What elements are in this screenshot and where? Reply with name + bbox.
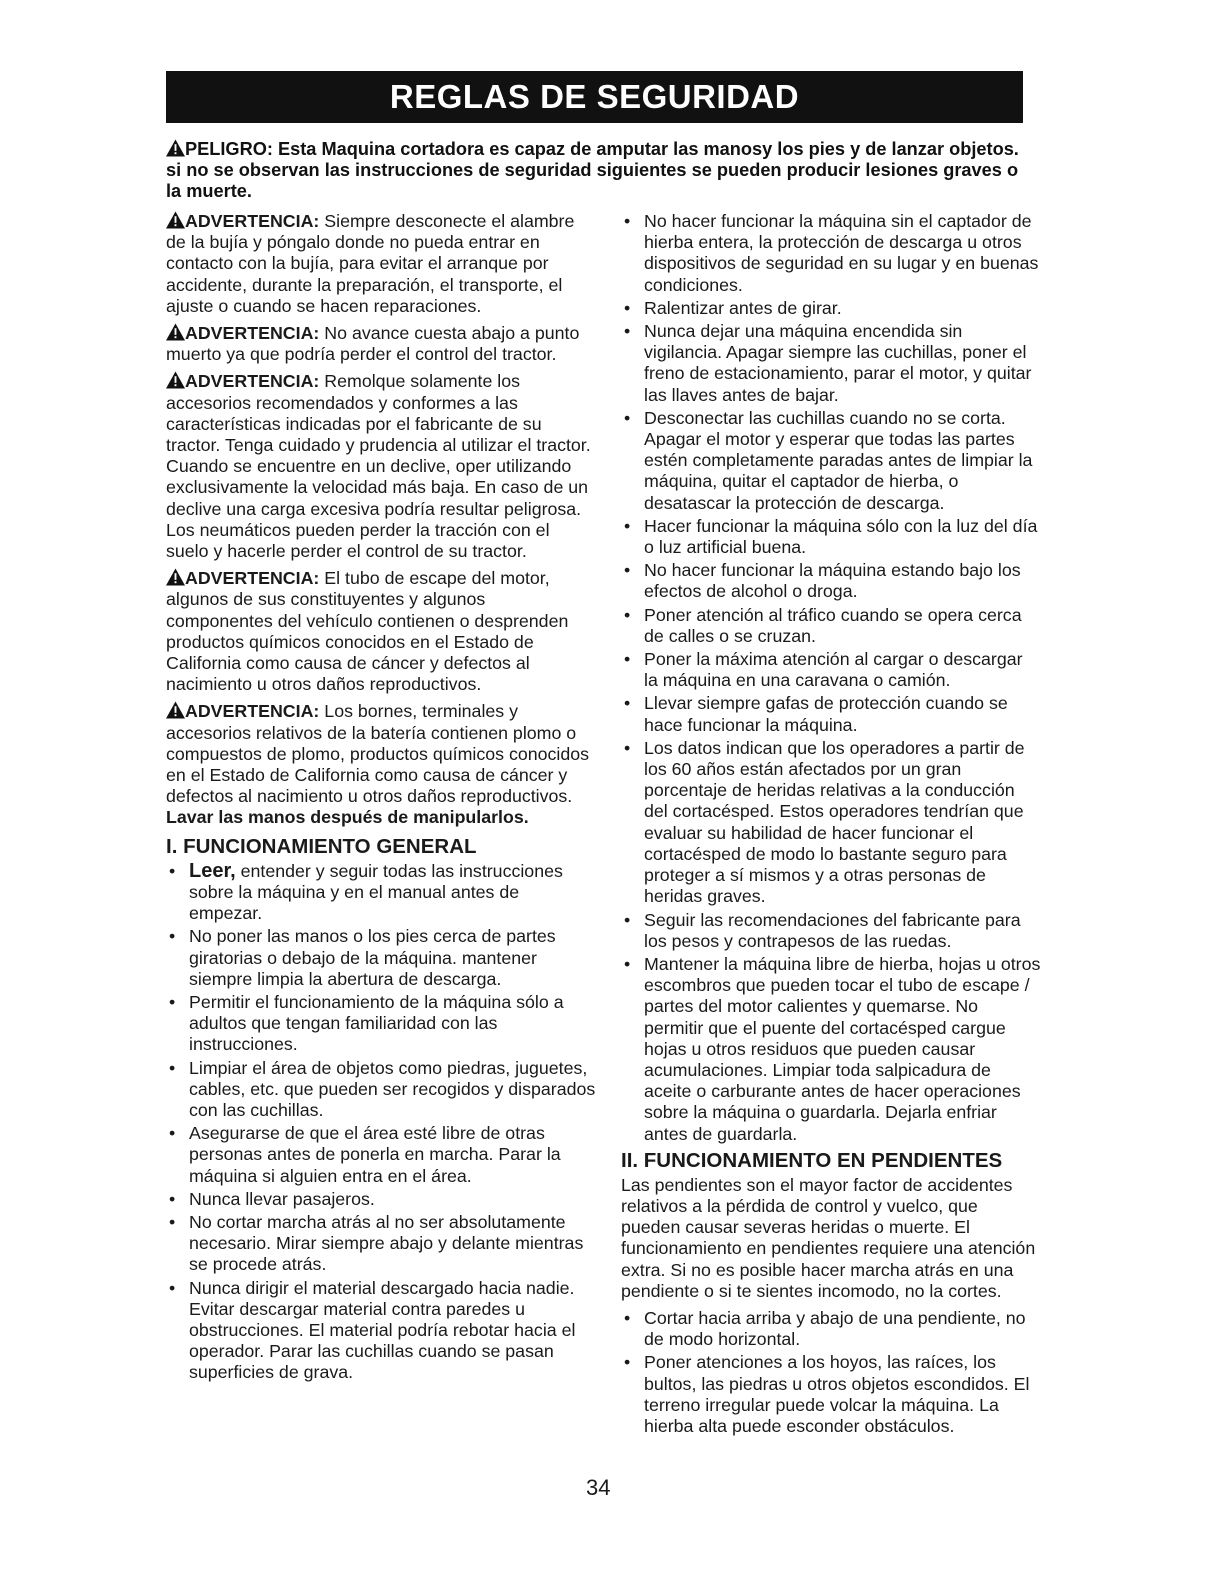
warning-label: ADVERTENCIA: bbox=[185, 371, 320, 392]
list-item: • Hacer funcionar la máquina sólo con la luz del día o luz artificial buena. bbox=[621, 516, 1041, 558]
list-item: • No cortar marcha atrás al no ser absolutamente necesario. Mirar siempre abajo y delante mientras se procede atrás. bbox=[166, 1212, 596, 1276]
warning-paragraph bbox=[166, 568, 596, 695]
section-intro: Las pendientes son el mayor factor de accidentes relativos a la pérdida de control y vuelco, que pueden causar severas heridas o muerte. El funcionamiento en pendientes requiere una atención extra. Si no es posible hacer marcha atrás en una pendiente o si te sientes incomodo, no la cortes. bbox=[621, 1174, 1036, 1301]
warning-text: Remolque solamente los accesorios recomendados y conformes a las características indicadas por el fabricante de su tractor. Tenga cuidado y prudencia al utilizar el tractor. Cuando se encuentre en un declive, oper utilizando exclusivamente la velocidad más baja. En caso de un declive una carga excesiva podría resultar peligrosa. Los neumáticos pueden perder la tracción con el suelo y hacerle perder el control de su tractor. bbox=[166, 371, 591, 562]
list-item: • Desconectar las cuchillas cuando no se corta. Apagar el motor y esperar que todas las partes estén completamente paradas antes de limpiar la máquina, quitar el captador de hierba, o desatascar la protección de descarga. bbox=[621, 408, 1041, 514]
warning-bold-tail: Lavar las manos después de manipularlos. bbox=[166, 807, 529, 828]
list-item: • Mantener la máquina libre de hierba, hojas u otros escombros que pueden tocar el tubo de escape / partes del motor calientes y quemarse. No permitir que el puente del cortacésped cargue hojas u otros residuos que pueden causar acumulaciones. Limpiar toda salpicadura de aceite o carburante antes de hacer operaciones sobre la máquina o guardarla. Dejarla enfriar antes de guardarla. bbox=[621, 954, 1041, 1145]
right-list bbox=[621, 211, 1041, 1145]
section1-list bbox=[166, 861, 596, 1384]
list-item: • Asegurarse de que el área esté libre de otras personas antes de ponerla en marcha. Parar la máquina si alguien entra en el área. bbox=[166, 1123, 596, 1187]
section2-list bbox=[621, 1308, 1041, 1437]
warning-paragraph bbox=[166, 323, 596, 365]
warning-paragraph bbox=[166, 701, 596, 828]
list-item: • Nunca llevar pasajeros. bbox=[166, 1189, 596, 1210]
warning-text: Los bornes, terminales y accesorios relativos de la batería contienen plomo o compuestos de plomo, productos químicos conocidos en el Estado de California como causa de cáncer y defectos al nacimiento u otros daños reproductivos. bbox=[166, 701, 590, 807]
warning-text: No avance cuesta abajo a punto muerto ya que podría perder el control del tractor. bbox=[166, 323, 580, 365]
page-title: REGLAS DE SEGURIDAD bbox=[166, 71, 1023, 123]
danger-notice bbox=[166, 139, 1036, 202]
warning-text: Siempre desconecte el alambre de la bujía y póngalo donde no pueda entrar en contacto con la bujía, para evitar el arranque por accidente, durante la preparación, el transporte, el ajuste o cuando se hacen reparaciones. bbox=[166, 211, 575, 316]
list-item: • Limpiar el área de objetos como piedras, juguetes, cables, etc. que pueden ser recogidos y disparados con las cuchillas. bbox=[166, 1058, 596, 1122]
list-item: • No hacer funcionar la máquina sin el captador de hierba entera, la protección de descarga u otros dispositivos de seguridad en su lugar y en buenas condiciones. bbox=[621, 211, 1041, 296]
warning-triangle-icon bbox=[166, 211, 185, 229]
lead-word: Leer, bbox=[189, 859, 236, 882]
warning-triangle-icon bbox=[166, 701, 185, 719]
list-item: • Ralentizar antes de girar. bbox=[621, 298, 1041, 319]
list-item: • Nunca dejar una máquina encendida sin vigilancia. Apagar siempre las cuchillas, poner el freno de estacionamiento, parar el motor, y quitar las llaves antes de bajar. bbox=[621, 321, 1041, 406]
warning-label: ADVERTENCIA: bbox=[185, 323, 320, 344]
list-item: • Poner atenciones a los hoyos, las raíces, los bultos, las piedras u otros objetos escondidos. El terreno irregular puede volcar la máquina. La hierba alta puede esconder obstáculos. bbox=[621, 1352, 1041, 1437]
section-heading: II. FUNCIONAMIENTO EN PENDIENTES bbox=[621, 1148, 1003, 1172]
list-item: • Los datos indican que los operadores a partir de los 60 años están afectados por un gran porcentaje de heridas relativas a la conducción del cortacésped. Estos operadores tendrían que evaluar su habilidad de hacer funcionar el cortacésped de modo lo bastante seguro para proteger a sí mismos y a otras personas de heridas graves. bbox=[621, 738, 1041, 908]
warning-paragraph bbox=[166, 211, 596, 317]
list-item: • Nunca dirigir el material descargado hacia nadie. Evitar descargar material contra paredes u obstrucciones. El material podría rebotar hacia el operador. Parar las cuchillas cuando se pasan superficies de grava. bbox=[166, 1278, 596, 1384]
list-item: • Poner la máxima atención al cargar o descargar la máquina en una caravana o camión. bbox=[621, 649, 1041, 691]
list-item: • Seguir las recomendaciones del fabricante para los pesos y contrapesos de las ruedas. bbox=[621, 910, 1041, 952]
list-item: • Poner atención al tráfico cuando se opera cerca de calles o se cruzan. bbox=[621, 605, 1041, 647]
warning-triangle-icon bbox=[166, 371, 185, 389]
list-item-text: entender y seguir todas las instrucciones sobre la máquina y en el manual antes de empezar. bbox=[189, 860, 563, 924]
warning-triangle-icon bbox=[166, 139, 185, 157]
warning-text: El tubo de escape del motor, algunos de sus constituyentes y algunos componentes del vehículo contienen o desprenden productos químicos conocidos en el Estado de California como causa de cáncer y defectos al nacimiento u otros daños reproductivos. bbox=[166, 568, 569, 695]
list-item: • No hacer funcionar la máquina estando bajo los efectos de alcohol o droga. bbox=[621, 560, 1041, 602]
left-column bbox=[166, 211, 596, 1386]
page-number: 34 bbox=[586, 1475, 611, 1500]
warning-paragraph bbox=[166, 371, 596, 562]
list-item: • Llevar siempre gafas de protección cuando se hace funcionar la máquina. bbox=[621, 693, 1041, 735]
section-heading: I. FUNCIONAMIENTO GENERAL bbox=[166, 834, 477, 858]
danger-text: Esta Maquina cortadora es capaz de amputar las manosy los pies y de lanzar objetos. si no se observan las instrucciones de seguridad siguientes se pueden producir lesiones graves o la muerte. bbox=[166, 139, 1019, 201]
danger-label: PELIGRO: bbox=[185, 139, 273, 159]
warning-triangle-icon bbox=[166, 568, 185, 586]
list-item: • Permitir el funcionamiento de la máquina sólo a adultos que tengan familiaridad con las instrucciones. bbox=[166, 992, 596, 1056]
warning-label: ADVERTENCIA: bbox=[185, 568, 320, 589]
right-column bbox=[621, 211, 1041, 1439]
list-item: • No poner las manos o los pies cerca de partes giratorias o debajo de la máquina. mantener siempre limpia la abertura de descarga. bbox=[166, 926, 596, 990]
list-item: • Cortar hacia arriba y abajo de una pendiente, no de modo horizontal. bbox=[621, 1308, 1041, 1350]
warning-label: ADVERTENCIA: bbox=[185, 701, 320, 722]
warning-triangle-icon bbox=[166, 323, 185, 341]
warning-label: ADVERTENCIA: bbox=[185, 211, 320, 231]
list-item bbox=[166, 861, 596, 925]
